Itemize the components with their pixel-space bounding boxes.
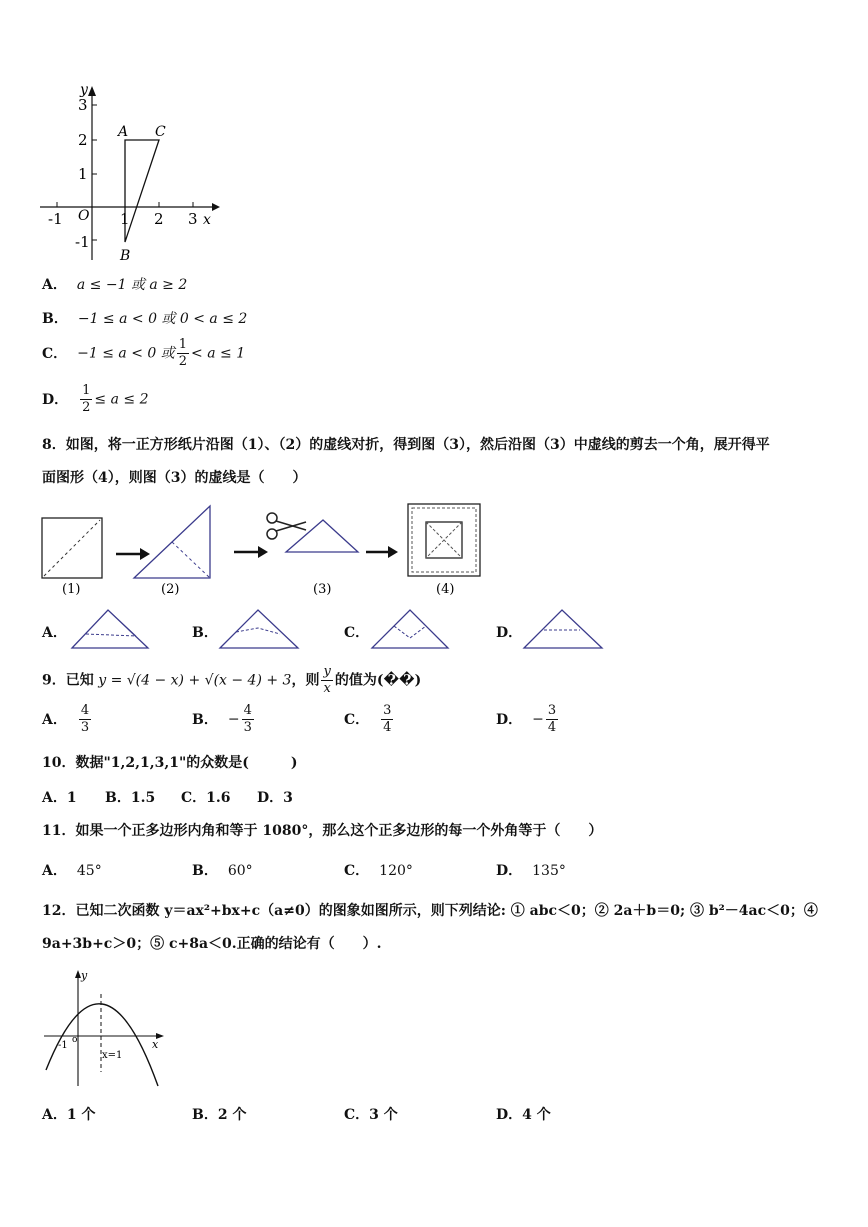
symmetry-label: x=1: [102, 1050, 123, 1061]
x-axis-label: x: [152, 1038, 159, 1051]
fig1-label: (1): [62, 582, 81, 597]
q8-option-a-figure[interactable]: [70, 606, 150, 650]
q7-option-c-fraction: $\frac{1}{2}$: [178, 337, 188, 369]
y-tick-2: 2: [78, 131, 88, 149]
q9-option-d-label: D．: [496, 711, 523, 728]
q9-mid: ，则: [291, 672, 320, 689]
point-c-label: C: [155, 124, 166, 140]
q8-option-d-figure[interactable]: [522, 606, 604, 650]
q11-option-a[interactable]: A． 45°: [42, 863, 102, 879]
point-b-label: B: [120, 248, 131, 264]
y-tick-3: 3: [78, 96, 88, 114]
q7-option-d[interactable]: [42, 383, 149, 416]
neg-one-label: -1: [58, 1040, 68, 1051]
q8-option-b-label: B．: [192, 625, 218, 641]
q10-stem: 10．数据"1,2,1,3,1"的众数是( ): [42, 755, 298, 771]
q9-prefix: 9．已知: [42, 672, 94, 689]
q8-option-c-figure[interactable]: [370, 606, 450, 650]
q10-option-d[interactable]: D．3: [257, 790, 293, 806]
origin-label: o: [72, 1035, 78, 1045]
coordinate-graph-triangle: [36, 82, 226, 264]
q9-option-a-label: A．: [42, 711, 67, 728]
q9-option-a[interactable]: A． $\frac{4}{3}$: [42, 703, 90, 735]
q7-option-b-text: −1 ≤ a < 0 或 0 < a ≤ 2: [77, 311, 248, 327]
q7-option-a[interactable]: [42, 274, 187, 294]
y-axis-label: y: [80, 82, 88, 98]
q7-option-d-label: D．: [42, 391, 69, 408]
y-axis-arrow: [88, 86, 96, 96]
fig2-label: (2): [161, 582, 180, 597]
y-tick-1: 1: [78, 165, 88, 183]
q8-folding-figure: [38, 500, 484, 600]
q7-option-c-post: < a ≤ 1: [191, 345, 246, 362]
q10-option-c[interactable]: C．1.6: [181, 790, 231, 806]
q8-option-d-label: D．: [496, 625, 523, 641]
q8-option-c-label: C．: [344, 625, 370, 641]
q7-option-b[interactable]: [42, 308, 247, 328]
fig1-dashed-diagonal: [44, 520, 100, 576]
q12-option-b[interactable]: B．2 个: [192, 1107, 247, 1123]
x-axis-label: x: [203, 212, 211, 228]
q9-option-b[interactable]: B． − $\frac{4}{3}$: [192, 703, 252, 735]
q10-option-a[interactable]: A．1: [42, 790, 77, 806]
q9-option-b-label: B．: [192, 711, 218, 728]
q7-option-a-label: A．: [42, 277, 67, 293]
fig4-label: (4): [436, 582, 455, 597]
q9-option-d[interactable]: D． − $\frac{3}{4}$: [496, 703, 557, 735]
q11-option-d[interactable]: D． 135°: [496, 863, 566, 879]
q8-stem-line1: 8．如图，将一正方形纸片沿图（1）、（2）的虚线对折，得到图（3），然后沿图（3）中虚线的剪去一个角，展开得平: [42, 437, 770, 453]
x-tick-1: 1: [120, 210, 130, 228]
q12-option-c[interactable]: C．3 个: [344, 1107, 398, 1123]
x-tick-2: 2: [154, 210, 164, 228]
q7-option-a-text: a ≤ −1 或 a ≥ 2: [76, 277, 188, 293]
q7-option-b-label: B．: [42, 311, 68, 327]
fig1-square: [42, 518, 102, 578]
q11-stem: 11．如果一个正多边形内角和等于 1080°，那么这个正多边形的每一个外角等于（ ）: [42, 823, 603, 839]
q9-fraction: $\frac{y}{x}$: [323, 664, 331, 696]
q7-option-c[interactable]: [42, 337, 245, 370]
fig2-dashed-fold: [172, 542, 210, 578]
q9-suffix: 的值为(��): [334, 672, 422, 689]
x-tick-3: 3: [188, 210, 198, 228]
q9-option-c-label: C．: [344, 711, 370, 728]
y-axis-label: y: [81, 969, 88, 982]
point-a-label: A: [118, 124, 129, 140]
q7-option-c-pre: −1 ≤ a < 0 或: [77, 345, 175, 362]
q8-option-a-label: A．: [42, 625, 67, 641]
q9-option-c[interactable]: C． $\frac{3}{4}$: [344, 703, 392, 735]
q7-option-d-fraction: $\frac{1}{2}$: [82, 383, 91, 415]
q12-option-d[interactable]: D．4 个: [496, 1107, 551, 1123]
q10-option-b[interactable]: B．1.5: [105, 790, 156, 806]
q11-option-c[interactable]: C． 120°: [344, 863, 413, 879]
q7-option-c-label: C．: [42, 345, 68, 362]
y-tick-neg1: -1: [75, 233, 90, 251]
q11-option-b[interactable]: B． 60°: [192, 863, 253, 879]
x-tick-neg1: -1: [48, 210, 63, 228]
q9-stem: [42, 664, 421, 697]
origin-label: O: [78, 208, 90, 224]
q12-parabola-graph: [40, 968, 170, 1090]
q9-equation: y = √(4 − x) + √(x − 4) + 3: [98, 672, 292, 689]
scissors-icon: [267, 513, 306, 539]
q7-option-d-post: ≤ a ≤ 2: [94, 391, 149, 408]
x-axis-arrow: [212, 203, 220, 211]
q12-stem-line1: 12．已知二次函数 y＝ax²+bx+c（a≠0）的图象如图所示，则下列结论: ① abc＜0；② 2a＋b＝0; ③ b²－4ac＜0；④: [42, 903, 818, 919]
q8-stem-line2: 面图形（4），则图（3）的虚线是（ ）: [42, 470, 307, 486]
q8-option-b-figure[interactable]: [218, 606, 300, 650]
fig3-label: (3): [313, 582, 332, 597]
q12-option-a[interactable]: A．1 个: [42, 1107, 96, 1123]
q12-stem-line2: 9a+3b+c＞0；⑤ c+8a＜0.正确的结论有（ ）.: [42, 936, 382, 952]
